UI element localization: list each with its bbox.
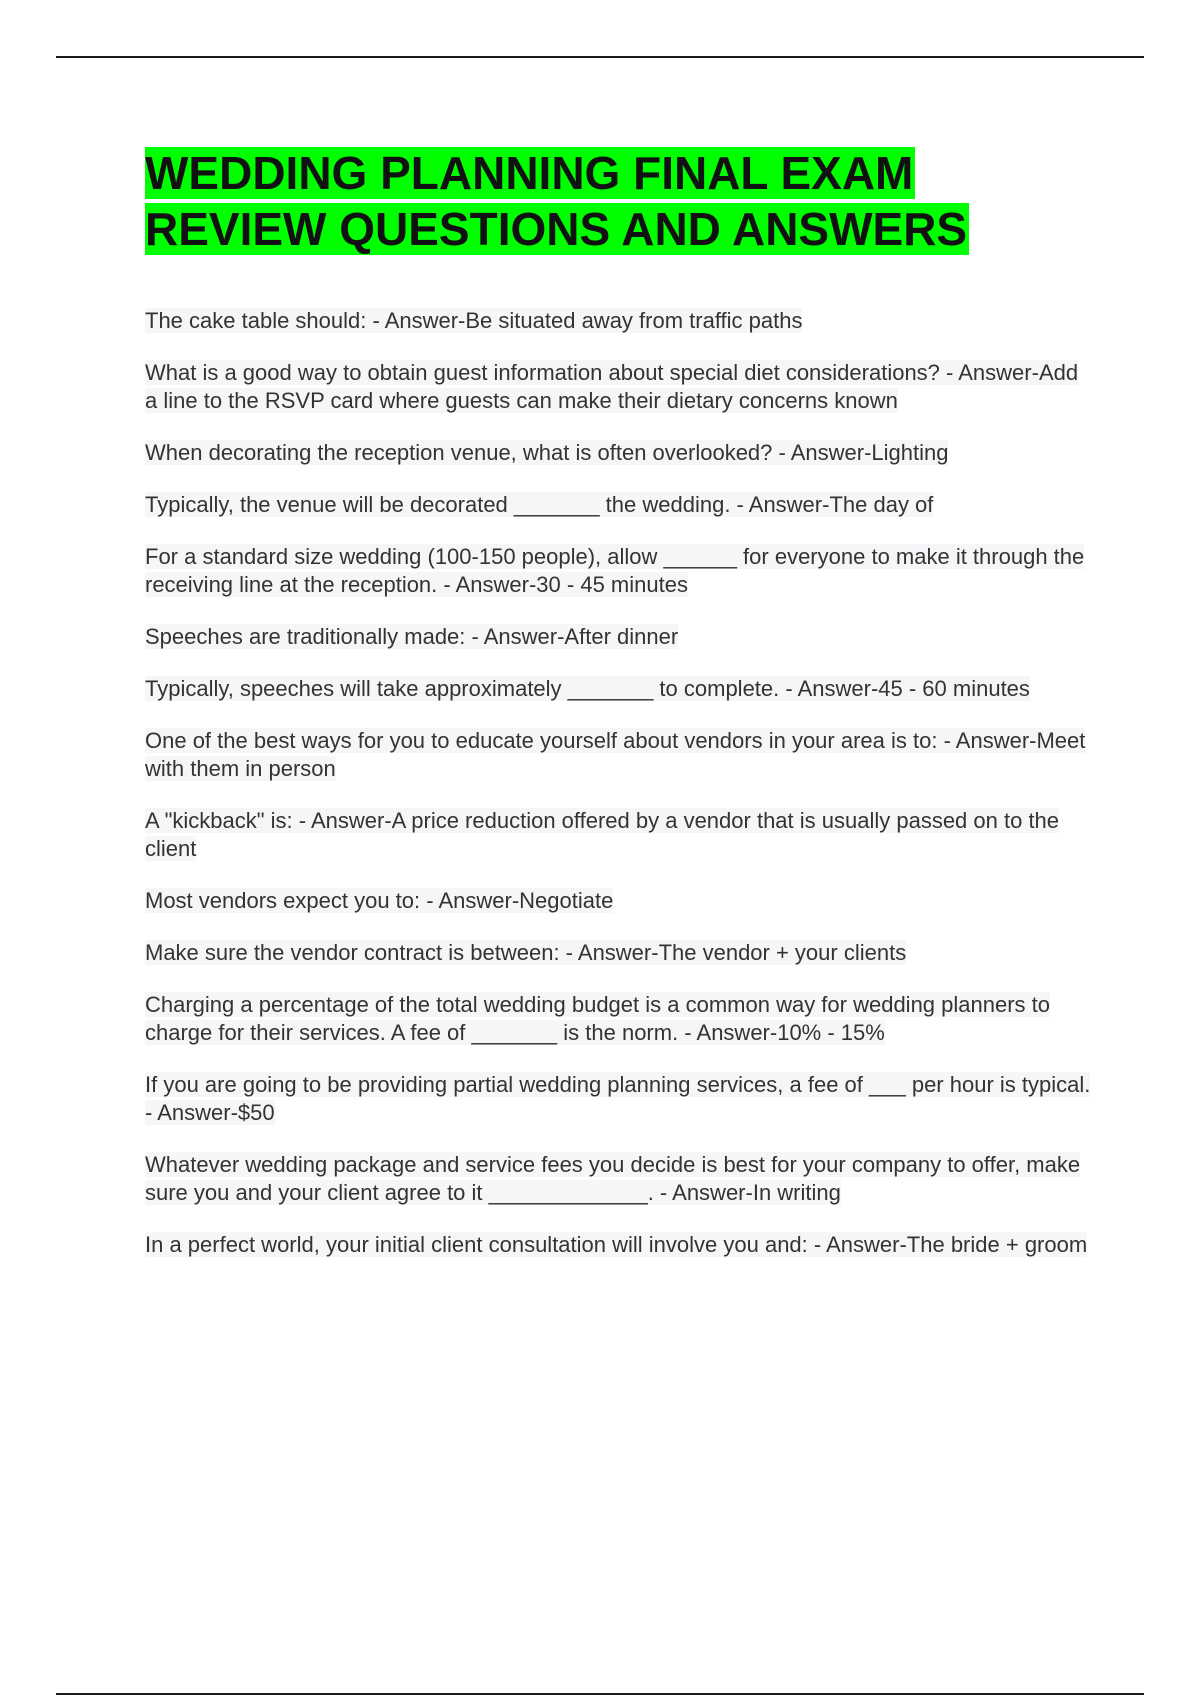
qa-item <box>145 439 1095 467</box>
qa-item <box>145 1231 1095 1259</box>
qa-item-text: Most vendors expect you to: - Answer-Negotiate <box>145 888 614 913</box>
qa-item <box>145 1151 1095 1207</box>
qa-item <box>145 307 1095 335</box>
qa-item-text: Whatever wedding package and service fees you decide is best for your company to offer, make sure you and your client agree to it _____________. - Answer-In writing <box>145 1152 1081 1205</box>
page-top-rule <box>56 56 1144 58</box>
page-bottom-rule <box>56 1693 1144 1695</box>
qa-item <box>145 543 1095 599</box>
qa-item-text: If you are going to be providing partial wedding planning services, a fee of ___ per hour is typical. - Answer-$50 <box>145 1072 1091 1125</box>
document-title-text: WEDDING PLANNING FINAL EXAM REVIEW QUESTIONS AND ANSWERS <box>145 147 968 255</box>
document-title <box>145 145 1095 257</box>
qa-item-text: Typically, the venue will be decorated _______ the wedding. - Answer-The day of <box>145 492 934 517</box>
qa-item <box>145 675 1095 703</box>
qa-item-text: Charging a percentage of the total wedding budget is a common way for wedding planners to charge for their services. A fee of _______ is the norm. - Answer-10% - 15% <box>145 992 1051 1045</box>
qa-item <box>145 807 1095 863</box>
qa-item-text: Speeches are traditionally made: - Answer-After dinner <box>145 624 679 649</box>
qa-item-text: What is a good way to obtain guest information about special diet considerations? - Answer-Add a line to the RSVP card where guests can make their dietary concerns known <box>145 360 1079 413</box>
qa-item-text: When decorating the reception venue, what is often overlooked? - Answer-Lighting <box>145 440 949 465</box>
qa-item <box>145 939 1095 967</box>
qa-item-text: In a perfect world, your initial client consultation will involve you and: - Answer-The bride + groom <box>145 1232 1088 1257</box>
qa-list <box>145 307 1095 1259</box>
qa-item-text: The cake table should: - Answer-Be situated away from traffic paths <box>145 308 803 333</box>
qa-item <box>145 887 1095 915</box>
qa-item <box>145 623 1095 651</box>
qa-item-text: For a standard size wedding (100-150 people), allow ______ for everyone to make it through the receiving line at the reception. - Answer-30 - 45 minutes <box>145 544 1085 597</box>
qa-item <box>145 1071 1095 1127</box>
document-body <box>145 145 1095 1283</box>
qa-item-text: A "kickback" is: - Answer-A price reduction offered by a vendor that is usually passed on to the client <box>145 808 1060 861</box>
qa-item-text: Make sure the vendor contract is between: - Answer-The vendor + your clients <box>145 940 907 965</box>
qa-item <box>145 727 1095 783</box>
qa-item <box>145 491 1095 519</box>
qa-item <box>145 991 1095 1047</box>
qa-item-text: One of the best ways for you to educate yourself about vendors in your area is to: - Answer-Meet with them in person <box>145 728 1086 781</box>
qa-item <box>145 359 1095 415</box>
qa-item-text: Typically, speeches will take approximately _______ to complete. - Answer-45 - 60 minutes <box>145 676 1030 701</box>
